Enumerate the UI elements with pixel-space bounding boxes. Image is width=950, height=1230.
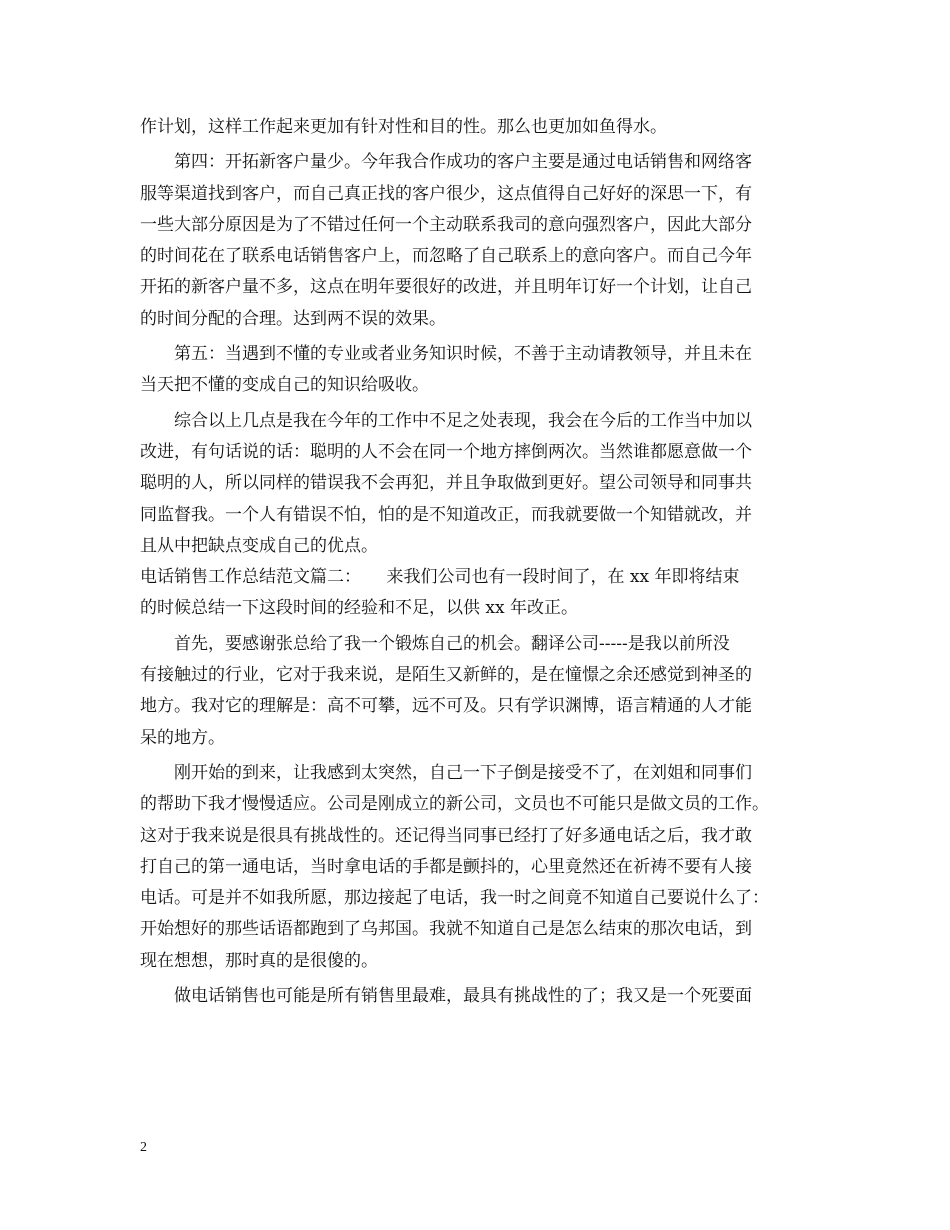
text-line: 的时候总结一下这段时间的经验和不足，以供 xx 年改正。	[140, 598, 578, 619]
text-line: 服等渠道找到客户，而自己真正找的客户很少，这点值得自己好好的深思一下，有	[140, 183, 752, 204]
text-line: 综合以上几点是我在今年的工作中不足之处表现，我会在今后的工作当中加以	[174, 410, 752, 431]
text-line: 改进，有句话说的话：聪明的人不会在同一个地方摔倒两次。当然谁都愿意做一个	[140, 441, 752, 462]
text-line: 第五：当遇到不懂的专业或者业务知识时候，不善于主动请教领导，并且未在	[174, 344, 752, 365]
text-line: 做电话销售也可能是所有销售里最难，最具有挑战性的了；我又是一个死要面	[174, 986, 752, 1007]
text-line: 的时间花在了联系电话销售客户上，而忽略了自己联系上的意向客户。而自己今年	[140, 246, 752, 267]
text-line: 一些大部分原因是为了不错过任何一个主动联系我司的意向强烈客户，因此大部分	[140, 214, 752, 235]
text-line: 当天把不懂的变成自己的知识给吸收。	[140, 375, 429, 396]
text-line: 有接触过的行业，它对于我来说，是陌生又新鲜的，是在憧憬之余还感觉到神圣的	[140, 665, 752, 686]
text-line: 开始想好的那些话语都跑到了乌邦国。我就不知道自己是怎么结束的那次电话，到	[140, 919, 752, 940]
text-line: 现在想想，那时真的是很傻的。	[140, 950, 378, 971]
text-line: 电话销售工作总结范文篇二： 来我们公司也有一段时间了，在 xx 年即将结束	[140, 567, 740, 588]
text-line: 首先，要感谢张总给了我一个锻炼自己的机会。翻译公司-----是我以前所没	[174, 633, 730, 654]
text-line: 作计划，这样工作起来更加有针对性和目的性。那么也更加如鱼得水。	[140, 117, 667, 137]
document-body	[140, 112, 818, 1012]
text-line: 打自己的第一通电话，当时拿电话的手都是颤抖的，心里竟然还在祈祷不要有人接	[140, 856, 752, 877]
page-number: 2	[140, 1140, 147, 1155]
text-line: 呆的地方。	[140, 727, 225, 748]
text-line: 的帮助下我才慢慢适应。公司是刚成立的新公司，文员也不可能只是做文员的工作。	[140, 794, 769, 815]
text-line: 电话。可是并不如我所愿，那边接起了电话，我一时之间竟不知道自己要说什么了：	[140, 888, 769, 909]
text-line: 开拓的新客户量不多，这点在明年要很好的改进，并且明年订好一个计划，让自己	[140, 277, 752, 298]
text-line: 第四：开拓新客户量少。今年我合作成功的客户主要是通过电话销售和网络客	[174, 152, 752, 173]
text-line: 的时间分配的合理。达到两不误的效果。	[140, 308, 446, 329]
text-line: 这对于我来说是很具有挑战性的。还记得当同事已经打了好多通电话之后，我才敢	[140, 825, 752, 846]
text-line: 地方。我对它的理解是：高不可攀，远不可及。只有学识渊博，语言精通的人才能	[140, 696, 752, 717]
text-line: 同监督我。一个人有错误不怕，怕的是不知道改正，而我就要做一个知错就改，并	[140, 504, 752, 525]
text-line: 聪明的人，所以同样的错误我不会再犯，并且争取做到更好。望公司领导和同事共	[140, 473, 752, 494]
text-line: 刚开始的到来，让我感到太突然，自己一下子倒是接受不了，在刘姐和同事们	[174, 762, 752, 783]
text-line: 且从中把缺点变成自己的优点。	[140, 535, 378, 556]
